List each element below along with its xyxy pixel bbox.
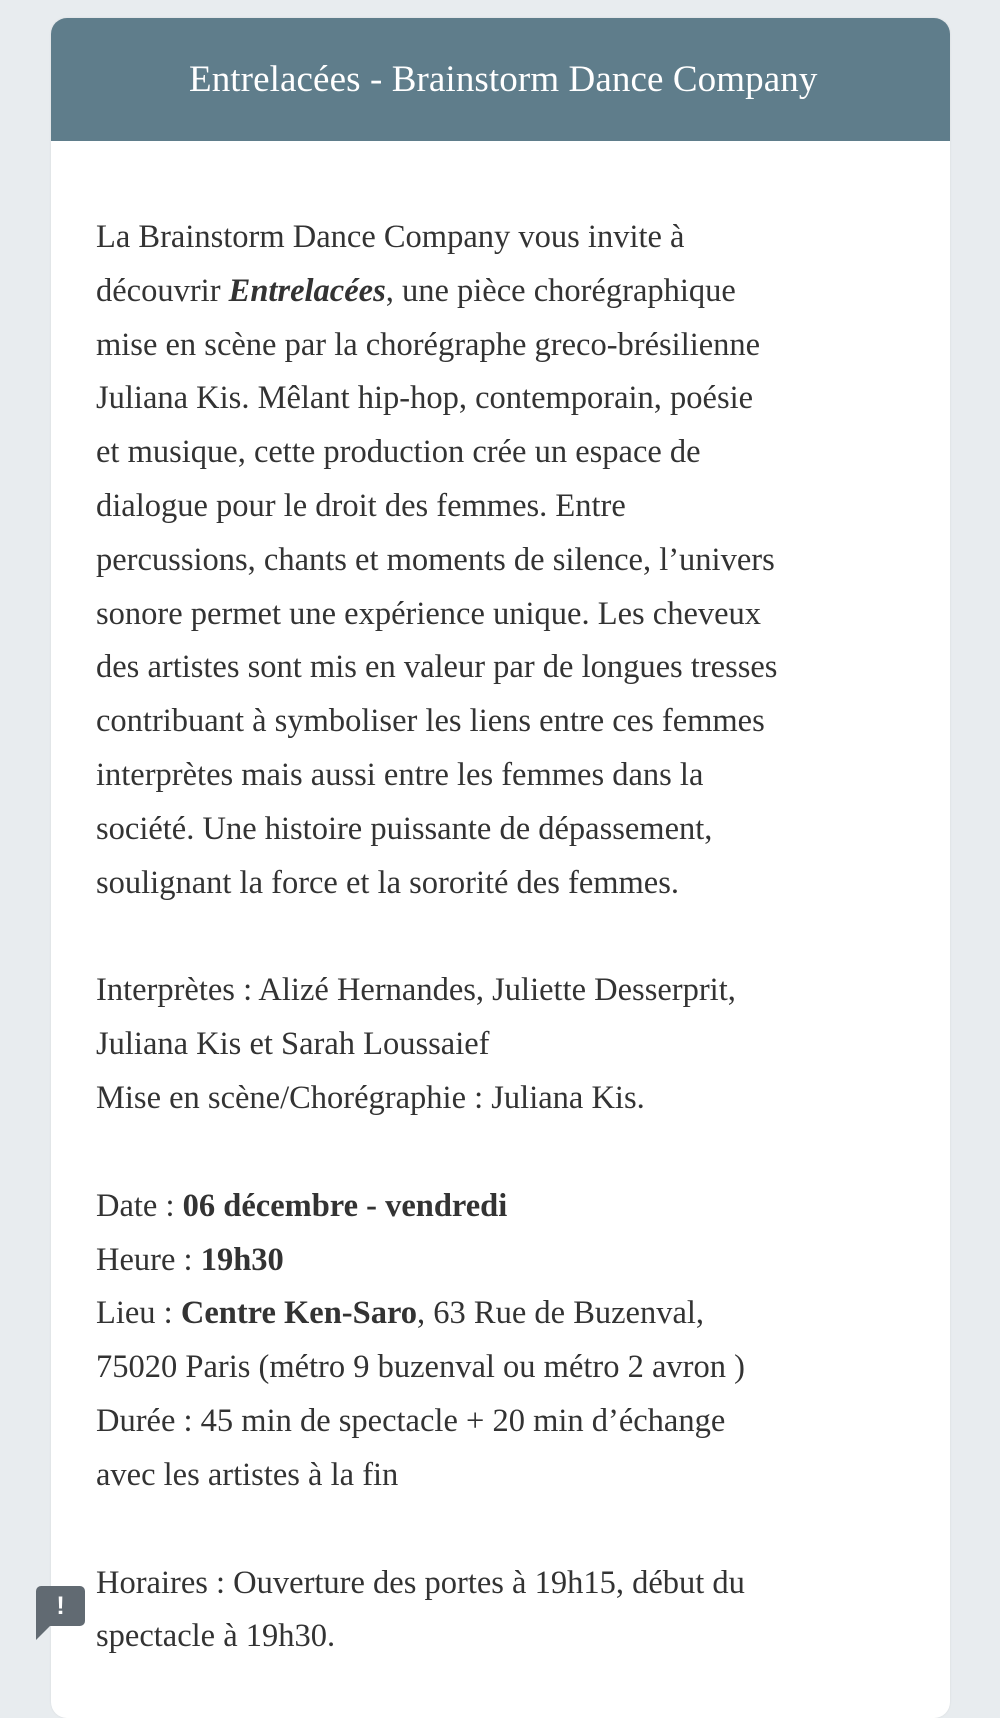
- time-label: Heure :: [96, 1241, 201, 1278]
- intro-text: , une pièce chorégraphique: [385, 272, 736, 309]
- intro-line: des artistes sont mis en valeur par de longues tresses: [96, 649, 778, 686]
- date-line: [96, 1180, 906, 1234]
- intro-line: sonore permet une expérience unique. Les cheveux: [96, 595, 762, 632]
- details-paragraph: [96, 1180, 906, 1503]
- schedule-line: spectacle à 19h30.: [96, 1618, 336, 1655]
- intro-line: dialogue pour le droit des femmes. Entre: [96, 487, 626, 524]
- schedule-paragraph: [96, 1557, 906, 1665]
- show-title-emphasis: Entrelacées: [228, 272, 386, 309]
- intro-line: soulignant la force et la sororité des femmes.: [96, 864, 680, 901]
- intro-line: contribuant à symboliser les liens entre ces femmes: [96, 703, 765, 740]
- intro-line: mise en scène par la chorégraphe greco-brésilienne: [96, 326, 761, 363]
- intro-line: percussions, chants et moments de silence, l’univers: [96, 541, 775, 578]
- intro-text: découvrir: [96, 272, 229, 309]
- time-line: [96, 1234, 906, 1288]
- intro-paragraph: [96, 211, 906, 910]
- card-title: Entrelacées - Brainstorm Dance Company: [189, 59, 818, 100]
- intro-line: La Brainstorm Dance Company vous invite à: [96, 219, 685, 255]
- credits-paragraph: [96, 964, 906, 1125]
- intro-line: [96, 265, 906, 319]
- feedback-exclamation-icon[interactable]: [36, 1586, 85, 1626]
- venue-name: Centre Ken-Saro: [180, 1295, 418, 1332]
- intro-line: société. Une histoire puissante de dépassement,: [96, 810, 713, 847]
- duration-line: avec les artistes à la fin: [96, 1456, 399, 1493]
- date-value: 06 décembre - vendredi: [182, 1187, 508, 1224]
- schedule-line: Horaires : Ouverture des portes à 19h15, début du: [96, 1564, 745, 1601]
- date-label: Date :: [96, 1187, 183, 1224]
- feedback-glyph: !: [56, 1591, 65, 1620]
- duration-line: Durée : 45 min de spectacle + 20 min d’échange: [96, 1402, 726, 1439]
- place-line: 75020 Paris (métro 9 buzenval ou métro 2 avron ): [96, 1349, 745, 1386]
- card-header: [51, 18, 950, 141]
- performers-line: Juliana Kis et Sarah Loussaief: [96, 1026, 490, 1063]
- intro-line: et musique, cette production crée un espace de: [96, 434, 701, 471]
- place-address: , 63 Rue de Buzenval,: [417, 1295, 705, 1332]
- performers-line: Interprètes : Alizé Hernandes, Juliette Desserprit,: [96, 972, 736, 1009]
- place-label: Lieu :: [96, 1295, 181, 1332]
- intro-line: interprètes mais aussi entre les femmes dans la: [96, 756, 704, 793]
- place-line: [96, 1287, 906, 1341]
- card-body: [51, 141, 950, 1664]
- choreography-line: Mise en scène/Chorégraphie : Juliana Kis.: [96, 1079, 645, 1116]
- event-card: [51, 18, 950, 1718]
- time-value: 19h30: [200, 1241, 284, 1278]
- intro-line: Juliana Kis. Mêlant hip-hop, contemporain, poésie: [96, 380, 754, 417]
